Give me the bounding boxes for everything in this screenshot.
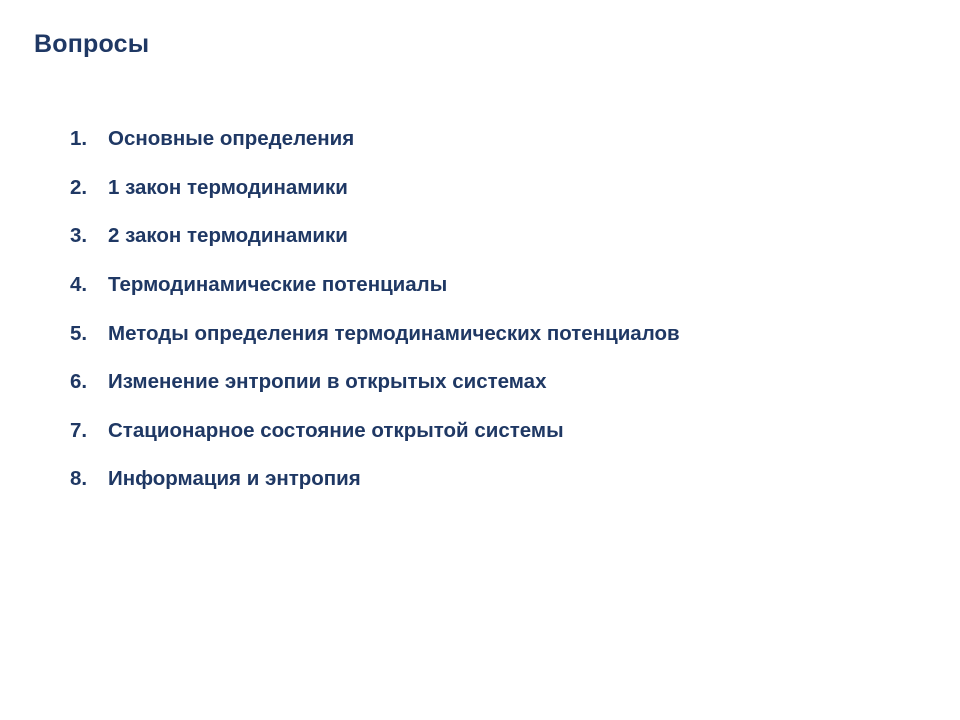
list-item-label: 2 закон термодинамики [108,224,348,248]
list-item-number: 5. [70,321,88,345]
list-item-label: Основные определения [108,127,355,150]
list-item-number: 1. [70,127,88,150]
list-item-number: 3. [70,224,88,248]
list-item-label: Изменение энтропии в открытых системах [108,370,547,394]
list-item [70,418,910,444]
list-item-number: 2. [70,175,88,199]
page-title: Вопросы [34,30,150,58]
list-item [70,466,910,492]
list-item-number: 7. [70,418,88,442]
list-item-number: 6. [70,370,88,394]
list-item [70,175,910,201]
list-item [70,369,910,395]
list-item [70,272,910,298]
list-item-label: 1 закон термодинамики [108,175,348,199]
list-item-number: 4. [70,272,88,296]
list-item [70,223,910,249]
list-item [70,321,910,347]
list-item [70,126,910,152]
list-item-label: Термодинамические потенциалы [108,272,448,296]
list-item-number: 8. [70,467,88,491]
agenda-list [70,126,910,515]
list-item-label: Методы определения термодинамических потенциалов [108,321,680,345]
list-item-label: Информация и энтропия [108,467,361,491]
list-item-label: Стационарное состояние открытой системы [108,418,564,442]
